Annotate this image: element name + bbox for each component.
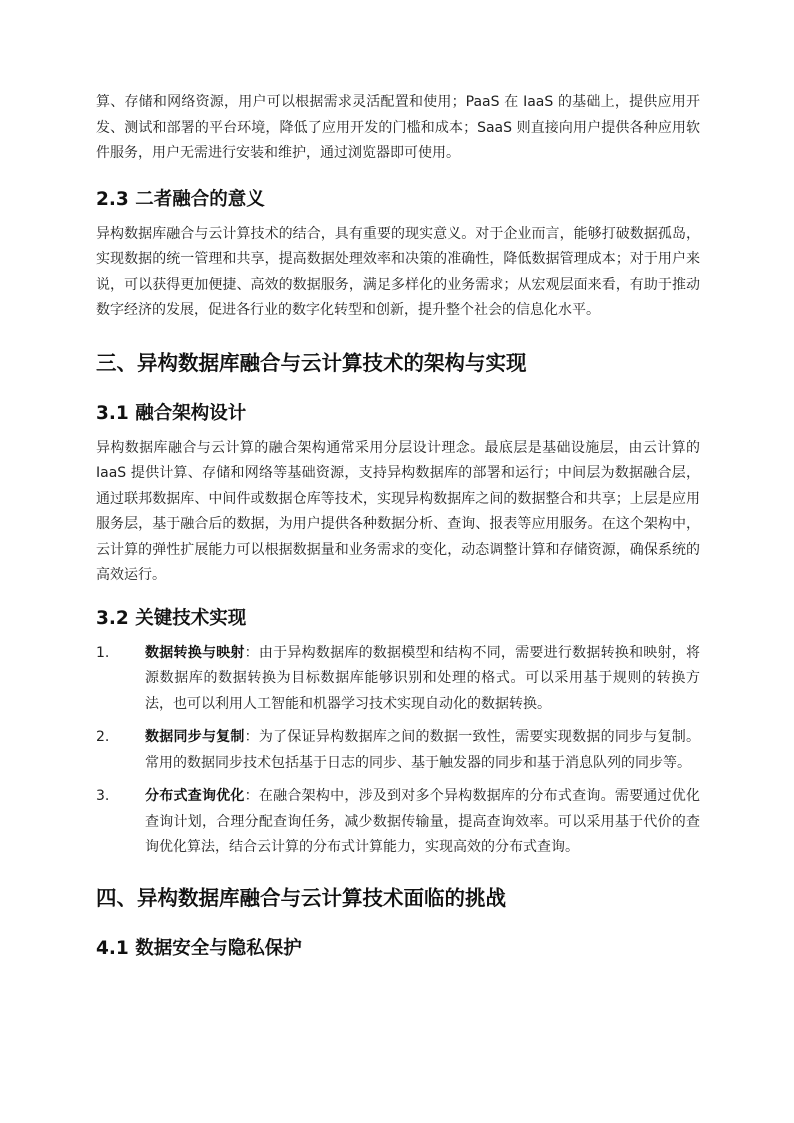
chapter-3-heading: 三、异构数据库融合与云计算技术的架构与实现 [96, 350, 527, 375]
intro-paragraph: 算、存储和网络资源，用户可以根据需求灵活配置和使用；PaaS 在 IaaS 的基础上，提供应用开发、测试和部署的平台环境，降低了应用开发的门槛和成本；SaaS 则直接向用户提供各种应用软件服务，用户无需进行安装和维护，通过浏览器即可使用。 [96, 94, 700, 161]
key-tech-list [96, 641, 700, 861]
section-3-1-paragraph: 异构数据库融合与云计算的融合架构通常采用分层设计理念。最底层是基础设施层，由云计算的 IaaS 提供计算、存储和网络等基础资源，支持异构数据库的部署和运行；中间层为数据融合层，通过联邦数据库、中间件或数据仓库等技术，实现异构数据库之间的数据整合和共享；上层是应用服务层，基于融合后的数据，为用户提供各种数据分析、查询、报表等应用服务。在这个架构中，云计算的弹性扩展能力可以根据数据量和业务需求的变化，动态调整计算和存储资源，确保系统的高效运行。 [96, 439, 700, 583]
list-item-number: 2. [96, 729, 110, 745]
list-item-number: 3. [96, 788, 110, 804]
chapter-4-heading: 四、异构数据库融合与云计算技术面临的挑战 [96, 885, 506, 910]
list-item-term: 数据转换与映射 [145, 644, 245, 661]
section-3-1-heading: 3.1 融合架构设计 [96, 402, 247, 424]
list-item-text: ：为了保证异构数据库之间的数据一致性，需要实现数据的同步与复制。常用的数据同步技术包括基于日志的同步、基于触发器的同步和基于消息队列的同步等。 [145, 729, 701, 771]
section-4-1-heading: 4.1 数据安全与隐私保护 [96, 937, 302, 959]
list-item [96, 725, 700, 776]
section-2-3-paragraph: 异构数据库融合与云计算技术的结合，具有重要的现实意义。对于企业而言，能够打破数据孤岛，实现数据的统一管理和共享，提高数据处理效率和决策的准确性，降低数据管理成本；对于用户来说，可以获得更加便捷、高效的数据服务，满足多样化的业务需求；从宏观层面来看，有助于推动数字经济的发展，促进各行业的数字化转型和创新，提升整个社会的信息化水平。 [96, 225, 700, 318]
list-item-term: 分布式查询优化 [145, 788, 245, 804]
document-page [96, 90, 700, 963]
section-3-2-heading: 3.2 关键技术实现 [96, 607, 247, 629]
list-item-text: ：由于异构数据库的数据模型和结构不同，需要进行数据转换和映射，将源数据库的数据转换为目标数据库能够识别和处理的格式。可以采用基于规则的转换方法，也可以利用人工智能和机器学习技术实现自动化的数据转换。 [145, 644, 701, 712]
section-2-3-heading: 2.3 二者融合的意义 [96, 188, 265, 210]
list-item-term: 数据同步与复制 [145, 729, 245, 745]
list-item-text: ：在融合架构中，涉及到对多个异构数据库的分布式查询。需要通过优化查询计划，合理分配查询任务，减少数据传输量，提高查询效率。可以采用基于代价的查询优化算法，结合云计算的分布式计算能力，实现高效的分布式查询。 [145, 788, 701, 855]
list-item [96, 641, 700, 718]
list-item [96, 784, 700, 861]
list-item-number: 1. [96, 644, 110, 661]
